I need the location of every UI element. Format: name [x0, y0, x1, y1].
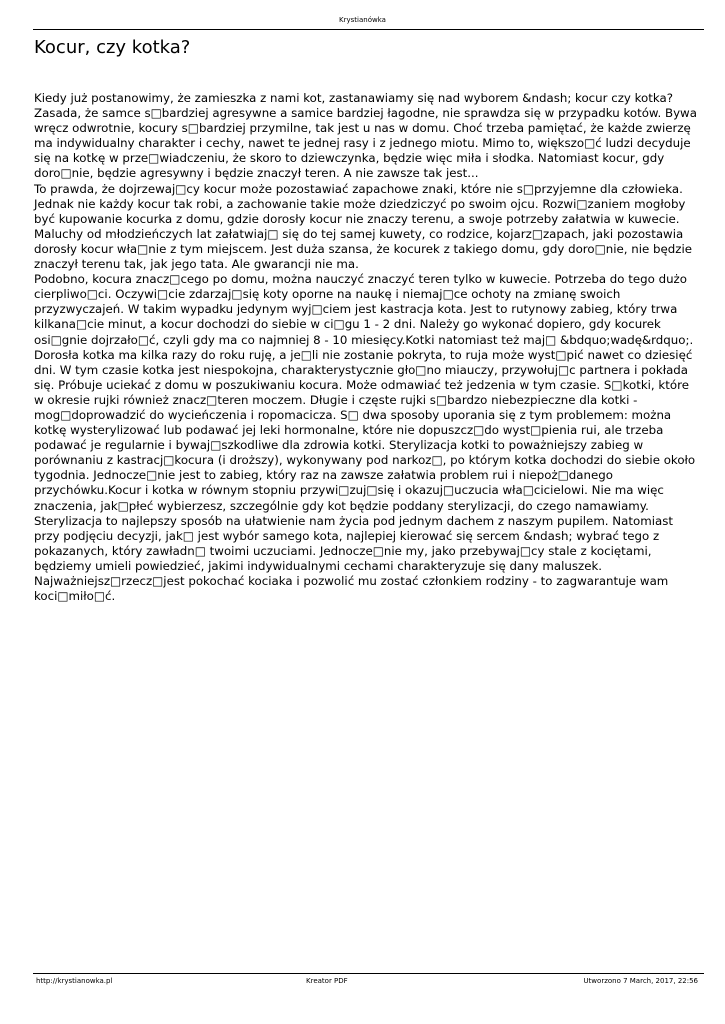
article-title: Kocur, czy kotka? [34, 37, 191, 58]
article-paragraph: Kiedy już postanowimy, że zamieszka z nami kot, zastanawiamy się nad wyborem &ndash; kocur czy kotka? Zasada, że samce s□bardziej agresywne a samice bardziej łagodne, nie sprawdza się w przypadku kotów. Bywa wręcz odwrotnie, kocury s□bardziej przymilne, tak jest u nas w domu. Choć trzeba pamiętać, że każde zwierzę ma indywidualny charakter i cechy, nawet te jednej rasy i z jednego miotu. Mimo to, większo□ć ludzi decyduje się na kotkę w prze□wiadczeniu, że skoro to dziewczynka, będzie więc miła i słodka. Natomiast kocur, gdy doro□nie, będzie agresywny i będzie znaczył teren. A nie zawsze tak jest... [34, 91, 697, 181]
header-divider [33, 29, 704, 30]
article-paragraph: Podobno, kocura znacz□cego po domu, można nauczyć znaczyć teren tylko w kuwecie. Potrzeba do tego dużo cierpliwo□ci. Oczywi□cie zdarzaj□się koty oporne na naukę i niemaj□ce ochoty na zmianę swoich przyzwyczajeń. W takim wypadku jedynym wyj□ciem jest kastracja kota. Jest to rutynowy zabieg, który trwa kilkana□cie minut, a kocur dochodzi do siebie w ci□gu 1 - 2 dni. Należy go wykonać dopiero, gdy kocurek osi□gnie dojrzało□ć, czyli gdy ma co najmniej 8 - 10 miesięcy.Kotki natomiast też maj□ &bdquo;wadę&rdquo;. Dorosła kotka ma kilka razy do roku ruję, a je□li nie zostanie pokryta, to ruja może wyst□pić nawet co dziesięć dni. W tym czasie kotka jest niespokojna, charakterystycznie gło□no miauczy, przywołuj□c partnera i pokłada się. Próbuje uciekać z domu w poszukiwaniu kocura. Może odmawiać też jedzenia w tym czasie. S□kotki, które w okresie rujki również znacz□teren moczem. Długie i częste rujki s□bardzo niebezpieczne dla kotki - mog□doprowadzić do wycieńczenia i ropomacicza. S□ dwa sposoby uporania się z tym problemem: można kotkę wysterylizować lub podawać jej leki hormonalne, które nie dopuszcz□do wyst□pienia rui, ale trzeba podawać je regularnie i bywaj□szkodliwe dla zdrowia kotki. Sterylizacja kotki to poważniejszy zabieg w porównaniu z kastracj□kocura (i droższy), wykonywany pod narkoz□, po którym kotka dochodzi do siebie około tygodnia. Jednocze□nie jest to zabieg, który raz na zawsze załatwia problem rui i niepoż□danego przychówku.Kocur i kotka w równym stopniu przywi□zuj□się i okazuj□uczucia wła□cicielowi. Nie ma więc znaczenia, jak□płeć wybierzesz, szczególnie gdy kot będzie poddany sterylizacji, do czego namawiamy. Sterylizacja to najlepszy sposób na ułatwienie nam życia pod jednym dachem z naszym pupilem. Natomiast przy podjęciu decyzji, jak□ jest wybór samego kota, najlepiej kierować się sercem &ndash; wybrać tego z pokazanych, który zawładn□ twoimi uczuciami. Jednocze□nie my, jako przebywaj□cy stale z kociętami, będziemy umieli powiedzieć, jakimi indywidualnymi cechami charakteryzuje się dany maluszek. Najważniejsz□rzecz□jest pokochać kociaka i pozwolić mu zostać członkiem rodziny - to zagwarantuje wam koci□miło□ć. [34, 272, 696, 604]
footer-divider [33, 973, 704, 974]
article-body [34, 91, 698, 604]
article-paragraph: To prawda, że dojrzewaj□cy kocur może pozostawiać zapachowe znaki, które nie s□przyjemne dla człowieka. Jednak nie każdy kocur tak robi, a zachowanie takie może dziedziczyć po swoim ojcu. Rozwi□zaniem mogłoby być kupowanie kocurka z domu, gdzie dorosły kocur nie znaczy terenu, a swoje potrzeby załatwia w kuwecie. Maluchy od młodzieńczych lat załatwiaj□ się do tej samej kuwety, co rodzice, kojarz□zapach, jaki pozostawia dorosły kocur wła□nie z tym miejscem. Jest duża szansa, że kocurek z takiego domu, gdy doro□nie, nie będzie znaczył terenu tak, jak jego tata. Ale gwarancji nie ma. [34, 181, 692, 272]
footer-url: http://krystianowka.pl [36, 977, 113, 985]
footer-generator: Kreator PDF [306, 977, 348, 985]
footer-created-date: Utworzono 7 March, 2017, 22:56 [583, 977, 698, 985]
page-header [0, 16, 725, 25]
site-name: Krystianówka [339, 16, 386, 24]
page-footer [36, 977, 698, 987]
